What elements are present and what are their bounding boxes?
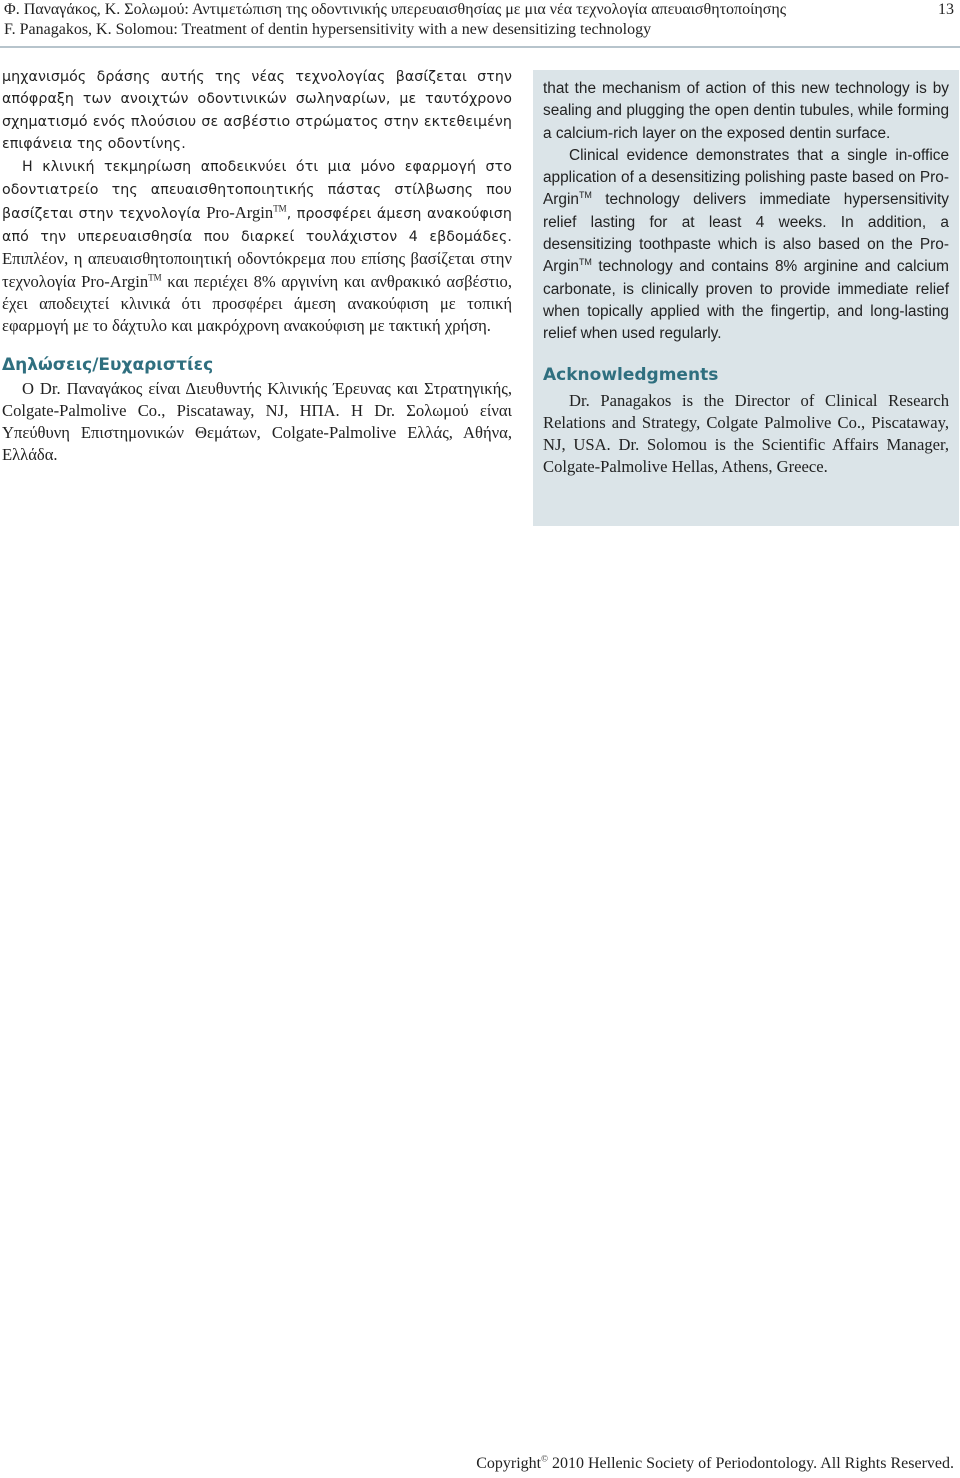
- greek-paragraph-2: [2, 155, 512, 337]
- english-paragraph-2: [543, 145, 949, 346]
- running-header-english: F. Panagakos, K. Solomou: Treatment of dentin hypersensitivity with a new desensitizing technology: [4, 21, 652, 38]
- english-section-heading: Acknowledgments: [543, 364, 719, 385]
- trademark-mark: TM: [578, 257, 592, 268]
- running-header: [4, 0, 954, 40]
- copyright-notice: [476, 1454, 954, 1474]
- greek-column: [2, 66, 512, 467]
- greek-paragraph-2-text-c: Επιπλέον, η απευαισθητοποιητική οδοντόκρεμα που επίσης βασίζεται στην τεχνολογία Pro-Argin: [2, 249, 512, 291]
- copyright-symbol: ©: [541, 1453, 548, 1464]
- english-acknowledgments: Dr. Panagakos is the Director of Clinical Research Relations and Strategy, Colgate Palmolive Co., Piscataway, NJ, USA. Dr. Solomou is the Scientific Affairs Manager, Colgate-Palmolive Hellas, Athens, Greece.: [543, 390, 949, 477]
- header-divider: [0, 46, 960, 48]
- copyright-word: Copyright: [476, 1455, 542, 1472]
- greek-paragraph-2-text-b: , προσφέρει άμεση ανακούφιση από την υπερευαισθησία που διαρκεί τουλάχιστον 4 εβδομάδες.: [2, 205, 512, 246]
- running-header-greek: Φ. Παναγάκος, Κ. Σολωμού: Αντιμετώπιση της οδοντινικής υπερευαισθησίας με μια νέα τεχνολογία απευαισθητοποίησης: [4, 1, 787, 18]
- greek-section-heading: Δηλώσεις/Ευχαριστίες: [2, 354, 214, 375]
- greek-paragraph-2-text-a: Η κλινική τεκμηρίωση αποδεικνύει ότι μια μόνο εφαρμογή στο οδοντιατρείο της απευαισθητοποιητικής πάστας στίλβωσης που βασίζεται στην τεχνολογία: [2, 159, 512, 222]
- trademark-mark: TM: [578, 190, 592, 201]
- english-paragraph-1: that the mechanism of action of this new technology is by sealing and plugging the open dentin tubules, while forming a calcium-rich layer on the exposed dentin surface.: [543, 80, 949, 142]
- trademark-mark: TM: [148, 272, 162, 283]
- copyright-text: 2010 Hellenic Society of Periodontology. All Rights Reserved.: [547, 1455, 954, 1472]
- greek-acknowledgments: Ο Dr. Παναγάκος είναι Διευθυντής Κλινικής Έρευνας και Στρατηγικής, Colgate-Palmolive Co., Piscataway, NJ, ΗΠΑ. Η Dr. Σολωμού είναι Υπεύθυνη Επιστημονικών Θεμάτων, Colgate-Palmolive Ελλάς, Αθήνα, Ελλάδα.: [2, 378, 512, 465]
- page-number: 13: [938, 1, 954, 18]
- english-paragraph-2-text-a: Clinical evidence demonstrates that a single in-office application of a desensitizing polishing paste based on Pro-Argin: [543, 146, 949, 209]
- greek-paragraph-2-text-d: και περιέχει 8% αργινίνη και ανθρακικό ασβέστιο, έχει αποδειχτεί κλινικά ότι προσφέρει άμεση ανακούφιση με τοπική εφαρμογή με το δάχτυλο και μακρόχρονη ανακούφιση με τακτική χρήση.: [2, 271, 512, 336]
- english-paragraph-2-text-b: technology delivers immediate hypersensitivity relief lasting for at least 4 weeks. In addition, a desensitizing toothpaste which is also based on the Pro-Argin: [543, 191, 949, 276]
- greek-brand-name: Pro-Argin: [206, 202, 274, 222]
- greek-paragraph-1: μηχανισμός δράσης αυτής της νέας τεχνολογίας βασίζεται στην απόφραξη των ανοιχτών οδοντινικών σωληναρίων, με ταυτόχρονο σχηματισμό ενός πλούσιου σε ασβέστιο στρώματος στην εκτεθειμένη επιφάνεια της οδοντίνης.: [2, 69, 512, 152]
- trademark-mark: TM: [273, 203, 287, 214]
- english-paragraph-2-text-c: technology and contains 8% arginine and calcium carbonate, is clinically proven to provide immediate relief when topically applied with the fingertip, and long-lasting relief when used regularly.: [543, 258, 949, 343]
- english-column: [533, 70, 959, 526]
